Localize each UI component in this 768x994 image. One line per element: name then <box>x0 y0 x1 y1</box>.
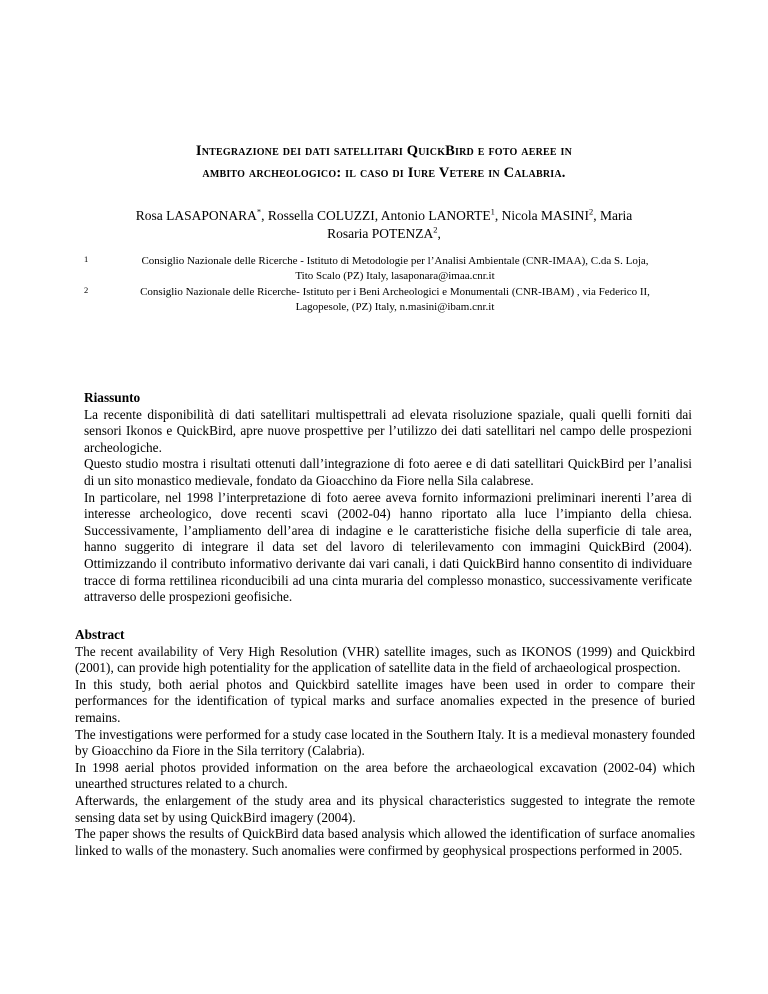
author-list <box>60 207 708 243</box>
author-mark: 1 <box>490 206 495 217</box>
affiliation-2 <box>84 285 696 315</box>
abstract-paragraph: In this study, both aerial photos and Quickbird satellite images have been used in order to compare their performances for the identification of typical marks and surface anomalies expected in the presence of buried remains. <box>75 676 695 725</box>
author-name: , Nicola MASINI <box>494 208 589 223</box>
author-name: , Rossella COLUZZI, Antonio LANORTE <box>261 208 491 223</box>
abstract-paragraph: The investigations were performed for a study case located in the Southern Italy. It is a medieval monastery founded by Gioacchino da Fiore in the Sila territory (Calabria). <box>75 726 695 759</box>
author-name: , <box>437 226 441 241</box>
author-mark: 2 <box>588 206 594 217</box>
affiliation-number: 1 <box>84 254 89 264</box>
affiliation-text: Consiglio Nazionale delle Ricerche - Istituto di Metodologie per l’Analisi Ambientale (CNR-IMAA), C.da S. Loja, <box>141 255 649 267</box>
title-line-2: ambito archeologico: il caso di Iure Vetere in Calabria. <box>202 165 566 181</box>
riassunto-section <box>84 390 692 606</box>
author-mark: * <box>256 206 262 217</box>
author-name: Rosaria POTENZA <box>327 226 434 241</box>
authors-line-1 <box>60 207 708 225</box>
author-mark: 2 <box>433 224 438 235</box>
abstract-paragraph: In 1998 aerial photos provided information on the area before the archaeological excavation (2002-04) which unearthed structures related to a church. <box>75 759 695 792</box>
riassunto-paragraph: Questo studio mostra i risultati ottenuti dall’integrazione di foto aeree e di dati satellitari QuickBird per l’analisi di un sito monastico medievale, fondato da Gioacchino da Fiore nella Sila calabrese. <box>84 456 692 488</box>
riassunto-paragraph: La recente disponibilità di dati satellitari multispettrali ad elevata risoluzione spaziale, quali quelli forniti dai sensori Ikonos e QuickBird, apre nuove prospettive per l’utilizzo dei dati satellitari nel campo delle prospezioni archeologiche. <box>84 406 692 455</box>
affiliation-text: Lagopesole, (PZ) Italy, n.masini@ibam.cnr.it <box>295 301 495 313</box>
riassunto-paragraph: In particolare, nel 1998 l’interpretazione di foto aeree aveva fornito informazioni preliminari inerenti l’area di interesse archeologico, dove recenti scavi (2002-04) hanno riportato alla luce l’impianto della chiesa. Successivamente, l’ampliamento dell’area di indagine e le caratteristiche fisiche della superficie di tale area, hanno suggerito di integrare il data set del lavoro di telerilevamento con immagini QuickBird (2004). Ottimizzando il contributo informativo derivante dai vari canali, i dati QuickBird hanno consentito di individuare tracce di forma rettilinea riconducibili ad una cinta muraria del complesso monastico, successivamente verificate attraverso delle prospezioni geofisiche. <box>84 489 692 605</box>
affiliation-text: Consiglio Nazionale delle Ricerche- Istituto per i Beni Archeologici e Monumentali (CNR-IBAM) , via Federico II, <box>140 286 650 298</box>
abstract-paragraph: The recent availability of Very High Resolution (VHR) satellite images, such as IKONOS (1999) and Quickbird (2001), can provide high potentiality for the application of satellite data in the field of archaeological prospection. <box>75 643 695 676</box>
title-line-1: Integrazione dei dati satellitari QuickBird e foto aeree in <box>195 143 573 159</box>
affiliation-text: Tito Scalo (PZ) Italy, lasaponara@imaa.cnr.it <box>295 270 495 282</box>
abstract-heading: Abstract <box>75 627 125 642</box>
riassunto-heading: Riassunto <box>84 390 141 405</box>
affiliations <box>84 254 696 316</box>
author-name: Rosa LASAPONARA <box>135 208 257 223</box>
authors-line-2 <box>60 225 708 243</box>
paper-title <box>60 140 708 184</box>
abstract-paragraph: The paper shows the results of QuickBird data based analysis which allowed the identification of surface anomalies linked to walls of the monastery. Such anomalies were confirmed by geophysical prospections performed in 2005. <box>75 826 695 858</box>
abstract-paragraph: Afterwards, the enlargement of the study area and its physical characteristics suggested to integrate the remote sensing data set by using QuickBird imagery (2004). <box>75 792 695 825</box>
affiliation-number: 2 <box>84 285 89 295</box>
affiliation-1 <box>84 254 696 284</box>
author-name: , Maria <box>593 208 633 223</box>
abstract-section <box>75 627 695 859</box>
